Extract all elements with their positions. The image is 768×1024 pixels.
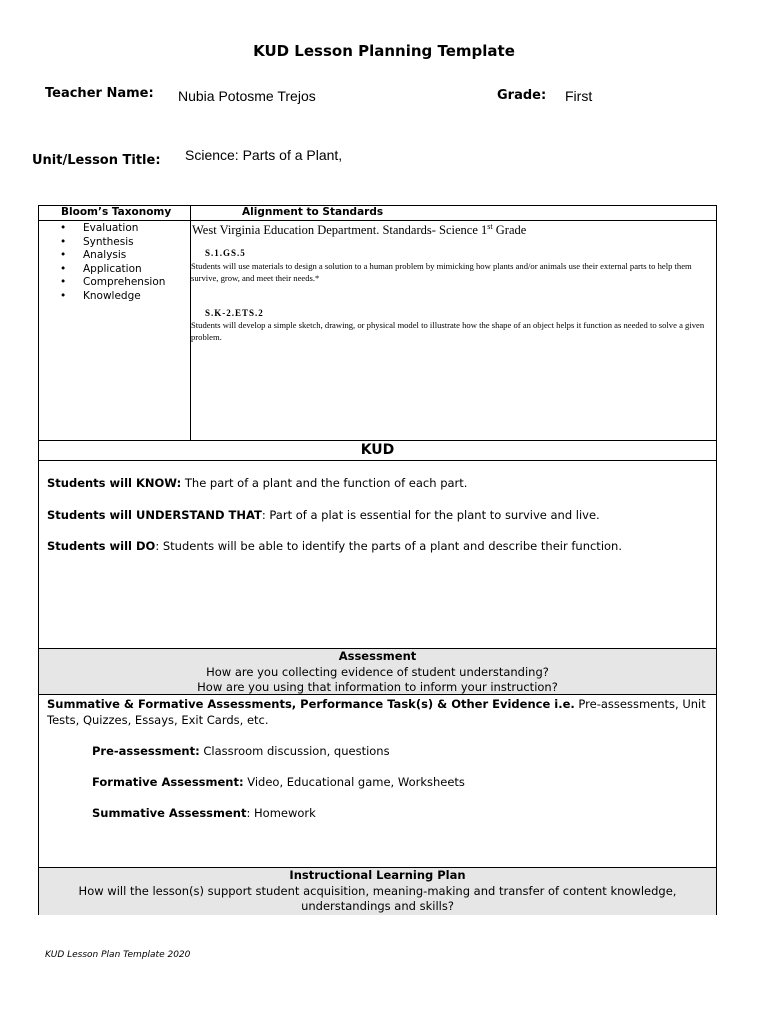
alignment-standards-header: Alignment to Standards [242, 206, 384, 218]
plan-title: Instructional Learning Plan [289, 868, 466, 882]
standard-text: Students will use materials to design a solution to a human problem by mimicking how plants and/or animals use their external parts to help them survive, grow, and meet their needs.* [191, 261, 692, 283]
list-item: • Knowledge [39, 290, 165, 304]
summative-assessment: Summative Assessment: Homework [92, 806, 316, 820]
unit-title-label: Unit/Lesson Title: [32, 153, 161, 168]
lesson-plan-table [38, 205, 717, 915]
plan-question: understandings and skills? [301, 899, 454, 913]
grade-value: First [565, 88, 593, 104]
teacher-name-label: Teacher Name: [45, 86, 154, 101]
grade-label: Grade: [497, 88, 547, 103]
assessment-question: How are you using that information to inform your instruction? [197, 680, 558, 694]
standard-code: S.1.GS.5 [205, 248, 246, 258]
blooms-list [39, 222, 165, 303]
do-statement: Students will DO: Students will be able to identify the parts of a plant and describe their function. [47, 539, 622, 553]
assessment-header [39, 649, 716, 696]
list-item: • Comprehension [39, 276, 165, 290]
page-title: KUD Lesson Planning Template [253, 42, 515, 60]
list-item: • Application [39, 263, 165, 277]
list-item: • Synthesis [39, 236, 165, 250]
plan-question: How will the lesson(s) support student acquisition, meaning-making and transfer of content knowledge, [78, 883, 677, 898]
unit-title-value: Science: Parts of a Plant, [185, 147, 343, 163]
know-statement: Students will KNOW: The part of a plant and the function of each part. [47, 476, 468, 490]
kud-title-divider [39, 460, 716, 461]
pre-assessment: Pre-assessment: Classroom discussion, questions [92, 744, 390, 758]
standards-heading: West Virginia Education Department. Standards- Science 1st Grade [192, 222, 527, 238]
standards-row-divider [39, 440, 716, 441]
assessment-summary: Summative & Formative Assessments, Performance Task(s) & Other Evidence i.e. Pre-assessments, Unit Tests, Quizzes, Essays, Exit Cards, etc. [47, 697, 706, 727]
plan-header [39, 868, 716, 915]
assessment-title: Assessment [338, 649, 417, 663]
teacher-name-value: Nubia Potosme Trejos [178, 88, 316, 104]
assessment-question: How are you collecting evidence of student understanding? [206, 664, 549, 679]
page-footer: KUD Lesson Plan Template 2020 [45, 950, 191, 960]
blooms-taxonomy-header: Bloom’s Taxonomy [61, 206, 172, 218]
list-item: • Analysis [39, 249, 165, 263]
header-row-divider [39, 220, 716, 221]
standard-text: Students will develop a simple sketch, drawing, or physical model to illustrate how the shape of an object helps it function as needed to solve a given problem. [191, 320, 705, 342]
formative-assessment: Formative Assessment: Video, Educational game, Worksheets [92, 775, 465, 789]
understand-statement: Students will UNDERSTAND THAT: Part of a plat is essential for the plant to survive and live. [47, 508, 600, 522]
kud-title: KUD [360, 442, 395, 458]
list-item: • Evaluation [39, 222, 165, 236]
standard-code: S.K-2.ETS.2 [205, 308, 264, 318]
